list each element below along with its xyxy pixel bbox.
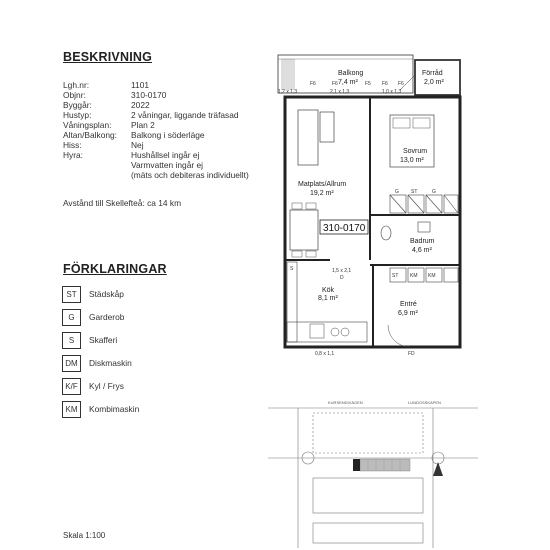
description-key: Objnr: (63, 90, 86, 100)
storage-outline (415, 60, 460, 95)
fixture-km: KM (410, 273, 418, 279)
win-label-w5: 0,8 x 1,1 (315, 351, 335, 357)
kitchen-name: Kök (322, 287, 335, 294)
description-value: Plan 2 (131, 120, 155, 130)
description-value: 310-0170 (131, 90, 167, 100)
legend-code: DM (62, 355, 81, 372)
fixture-st2: ST (392, 273, 399, 279)
description-value: Hushållsel ingår ej (131, 150, 200, 160)
win-label-w2: 2,1 x 1,3 (330, 89, 350, 95)
sink (418, 222, 430, 232)
description-key: Våningsplan: (63, 120, 112, 130)
scale-label: Skala 1:100 (63, 531, 106, 540)
fixture-g2: G (432, 189, 436, 195)
legend-code: ST (62, 286, 81, 303)
description-key: Hiss: (63, 140, 82, 150)
description-key: Lgh.nr: (63, 80, 90, 90)
legend-heading: FÖRKLARINGAR (63, 262, 167, 276)
armchair (320, 112, 334, 142)
fixture-d: D (340, 275, 344, 281)
description-heading: BESKRIVNING (63, 50, 153, 64)
stove-ring (331, 328, 339, 336)
legend-label: Kyl / Frys (89, 381, 124, 391)
kitchen-area: 8,1 m² (318, 295, 338, 302)
legend-code: KM (62, 401, 81, 418)
legend-label: Skafferi (89, 335, 118, 345)
legend-label: Diskmaskin (89, 358, 132, 368)
entry-door-swing (388, 325, 410, 347)
bath-name: Badrum (410, 238, 435, 245)
description-value: (mäts och debiteras individuellt) (131, 170, 249, 180)
win-label-w4: 1,5 x 2,1 (332, 268, 352, 274)
win-label-w3: 1,0 x 1,3 (382, 89, 402, 95)
legend-code: S (62, 332, 81, 349)
win-label-fd: FD (408, 351, 415, 357)
dining-table (290, 210, 318, 250)
wardrobes (390, 195, 458, 213)
bedroom-area: 13,0 m² (400, 157, 424, 164)
win-label-w1: 1,2 x 1,3 (278, 89, 298, 95)
legend-label: Städskåp (89, 289, 124, 299)
entry-closets (390, 268, 458, 282)
floor-plan (270, 50, 470, 360)
distance-text: Avstånd till Skellefteå: ca 14 km (63, 198, 182, 208)
description-value: Nej (131, 140, 144, 150)
description-value: 2022 (131, 100, 150, 110)
legend-label: Kombimaskin (89, 404, 140, 414)
description-value: Balkong i söderläge (131, 130, 205, 140)
storage-name: Förråd (422, 70, 443, 77)
description-key: Altan/Balkong: (63, 130, 118, 140)
street-label-2: LUNDOSSKAPEN (408, 400, 441, 405)
sofa (298, 110, 318, 165)
description-value: 1101 (131, 80, 150, 90)
description-key: Byggår: (63, 100, 92, 110)
entry-name: Entré (400, 301, 417, 308)
bath-area: 4,6 m² (412, 247, 432, 254)
description-value: Varmvatten ingår ej (131, 160, 203, 170)
balcony-area: 7,4 m² (338, 79, 358, 86)
kitchen-bench (287, 322, 367, 342)
entry-area: 6,9 m² (398, 310, 418, 317)
toilet (381, 226, 391, 240)
site-map (268, 388, 478, 548)
legend-code: G (62, 309, 81, 326)
storage-area: 2,0 m² (424, 79, 444, 86)
legend-label: Garderob (89, 312, 125, 322)
win-label-f1: F6 (310, 81, 316, 87)
fixture-km2: KM (428, 273, 436, 279)
win-label-f5: F6 (398, 81, 404, 87)
street-label-1: KURSENDIVÄGEN (328, 400, 363, 405)
legend-code: K/F (62, 378, 81, 395)
description-value: 2 våningar, liggande träfasad (131, 110, 239, 120)
win-label-f4: F6 (382, 81, 388, 87)
description-key: Hustyp: (63, 110, 92, 120)
living-name: Matplats/Allrum (298, 181, 347, 188)
fixture-st: ST (411, 189, 418, 195)
fixture-s: S (290, 266, 294, 272)
win-label-f2: F6 (332, 81, 338, 87)
highlighted-building (353, 459, 360, 471)
fixture-g: G (395, 189, 399, 195)
bedroom-name: Sovrum (403, 148, 428, 155)
balcony-name: Balkong (338, 70, 364, 77)
description-key: Hyra: (63, 150, 84, 160)
kitchen-counter (287, 262, 297, 342)
sink-kitchen (310, 324, 324, 338)
north-arrow-icon (433, 462, 443, 476)
object-number: 310-0170 (323, 223, 366, 234)
living-area: 19,2 m² (310, 190, 334, 197)
win-label-f3: F5 (365, 81, 371, 87)
